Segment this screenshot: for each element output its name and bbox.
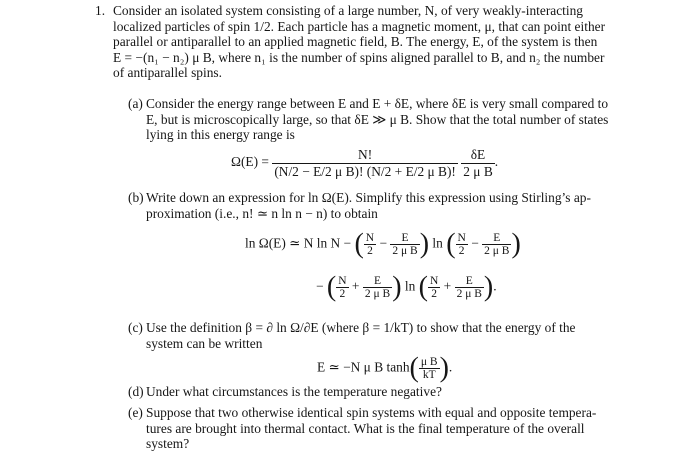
part-a-line: E, but is microscopically large, so that δE ≫ μ B. Show that the total number of states [146, 111, 609, 127]
paren-close: ) [511, 228, 521, 260]
problem-number: 1. [95, 3, 106, 18]
fraction-e [455, 275, 484, 300]
fraction-e [482, 232, 511, 257]
paren-open: ( [418, 271, 428, 303]
part-c-line: Use the definition β = ∂ ln Ω/∂E (where β = 1/kT) to show that the energy of the [146, 320, 576, 335]
intro-line: E = −(n₁ − n₂) μ B, where n₁ is the number of spins aligned parallel to B, and n₂ the number [113, 49, 605, 65]
part-b-text [146, 190, 591, 221]
fraction-num: N [338, 275, 347, 287]
equation-end: . [493, 278, 497, 294]
fraction-num: N [429, 275, 439, 287]
part-b-line: proximation (i.e., n! ≃ n ln n − n) to obtain [146, 205, 378, 221]
fraction-n-half [456, 232, 468, 257]
fraction-n-half [364, 232, 376, 257]
fraction-num: μ B [420, 356, 438, 368]
fraction-delta-e [461, 147, 495, 179]
part-a-text [146, 96, 608, 143]
paren-open: ( [354, 228, 364, 260]
part-e-line: tures are brought into thermal contact. What is the final temperature of the overall [146, 420, 585, 436]
intro-line: parallel or antiparallel to an applied magnetic field, B. The energy, E, of the system is then [113, 34, 598, 50]
fraction-e [363, 275, 392, 300]
fraction-mub-kt [419, 356, 440, 381]
fraction-factorials [272, 147, 458, 179]
part-b-line: Write down an expression for ln Ω(E). Simplify this expression using Stirling’s ap- [146, 190, 591, 205]
equation-lnomega-line2 [316, 271, 497, 303]
equation-end: . [448, 359, 453, 375]
paren-open: ( [409, 352, 419, 384]
fraction-den: kT [419, 368, 440, 381]
intro-line: Consider an isolated system consisting of a large number, N, of very weakly-interacting [113, 3, 583, 18]
fraction-num: E [465, 275, 473, 287]
operator-minus: − [316, 278, 324, 294]
ln-operator: ln [404, 278, 416, 294]
part-d-label: (d) [128, 384, 144, 399]
paren-close: ) [419, 228, 430, 260]
equation-lnomega-line1 [245, 228, 521, 260]
fraction-num: N [457, 232, 466, 244]
paren-close: ) [483, 271, 494, 303]
part-e-line: Suppose that two otherwise identical spin systems with equal and opposite tempera- [146, 405, 597, 420]
paren-open: ( [446, 228, 456, 260]
fraction-num: E [401, 232, 409, 244]
part-c-label: (c) [128, 320, 143, 335]
part-e-line: system? [146, 436, 190, 452]
fraction-num: N! [358, 147, 373, 162]
operator-minus: − [379, 235, 388, 251]
part-e-label: (e) [128, 405, 143, 420]
ln-operator: ln [432, 235, 443, 251]
paren-open: ( [326, 271, 337, 303]
part-a-line: Consider the energy range between E and E + δE, where δE is very small compared to [146, 96, 609, 111]
fraction-den: 2 [428, 287, 440, 300]
fraction-den: 2 μ B [484, 245, 510, 257]
equation-omega [231, 147, 498, 179]
operator-plus: + [351, 278, 360, 294]
intro-line: localized particles of spin 1/2. Each particle has a magnetic moment, μ, that can point either [113, 18, 606, 34]
paren-close: ) [439, 352, 449, 384]
fraction-n-half [336, 275, 348, 300]
part-d-line: Under what circumstances is the temperature negative? [146, 384, 442, 399]
problem-intro [113, 3, 605, 81]
fraction-num: E [374, 275, 382, 287]
fraction-den: 2 μ B [364, 288, 391, 300]
fraction-den: 2 μ B [392, 245, 418, 257]
fraction-den: 2 μ B [456, 288, 482, 300]
operator-plus: + [443, 278, 452, 294]
part-c-line: system can be written [146, 335, 263, 351]
equation-omega-lhs: Ω(E) = [231, 154, 269, 170]
part-c-text [146, 320, 576, 351]
fraction-den: (N/2 − E/2 μ B)! (N/2 + E/2 μ B)! [274, 163, 456, 179]
intro-line: of antiparallel spins. [113, 65, 222, 81]
part-e-text [146, 405, 596, 452]
part-d-text [146, 384, 442, 400]
equation-energy [317, 352, 453, 384]
fraction-den: 2 [336, 287, 348, 300]
part-b-label: (b) [128, 190, 144, 205]
paren-close: ) [392, 271, 402, 303]
part-a-label: (a) [128, 96, 143, 111]
fraction-num: N [365, 232, 375, 244]
equation-end: . [494, 154, 499, 170]
fraction-num: E [493, 232, 501, 244]
fraction-den: 2 [456, 244, 468, 257]
equation-energy-lhs: E ≃ −N μ B tanh [317, 359, 410, 375]
equation-lhs: ln Ω(E) ≃ N ln N − [245, 235, 352, 251]
part-a-line: lying in this energy range is [146, 127, 295, 143]
fraction-n-half [428, 275, 440, 300]
operator-minus: − [471, 235, 479, 251]
fraction-e [390, 232, 419, 257]
fraction-den: 2 μ B [463, 163, 493, 179]
fraction-num: δE [470, 147, 486, 162]
fraction-den: 2 [364, 244, 376, 257]
